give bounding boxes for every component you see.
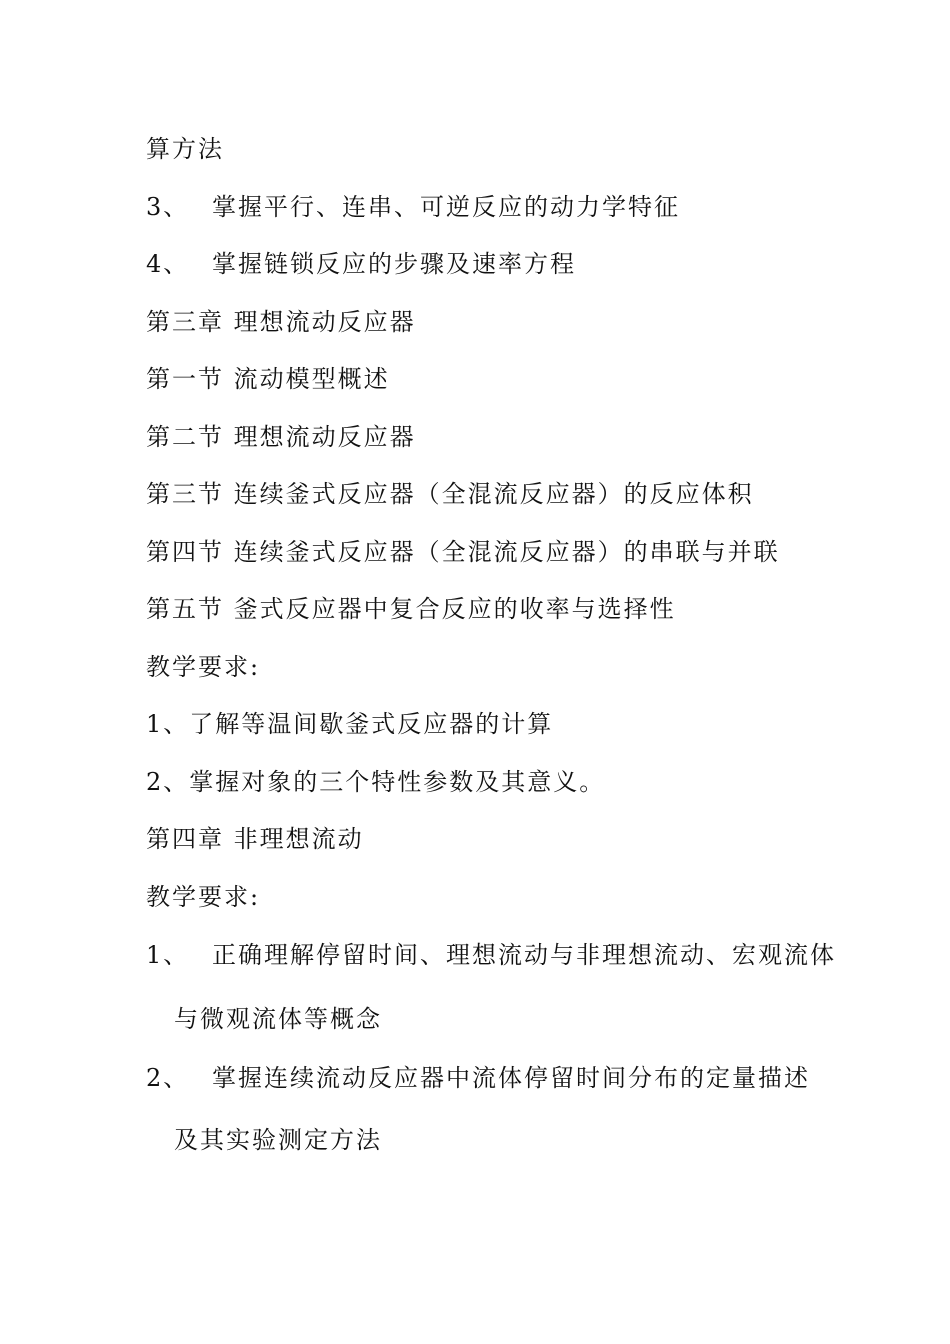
section-heading: 第二节 理想流动反应器 bbox=[146, 423, 416, 451]
list-number: 3、 bbox=[146, 193, 190, 221]
chapter-heading: 第三章 理想流动反应器 bbox=[146, 308, 416, 336]
list-item-continuation: 与微观流体等概念 bbox=[174, 1005, 382, 1033]
chapter-heading: 第四章 非理想流动 bbox=[146, 825, 364, 853]
teaching-requirements-label: 教学要求: bbox=[146, 883, 261, 911]
list-item-text: 正确理解停留时间、理想流动与非理想流动、宏观流体 bbox=[212, 941, 836, 969]
list-number: 2、 bbox=[146, 1064, 190, 1092]
list-number: 1、 bbox=[146, 941, 190, 969]
section-heading: 第五节 釜式反应器中复合反应的收率与选择性 bbox=[146, 595, 676, 623]
list-item: 1、了解等温间歇釜式反应器的计算 bbox=[146, 710, 554, 738]
list-item-text: 掌握连续流动反应器中流体停留时间分布的定量描述 bbox=[212, 1064, 810, 1092]
text-line: 算方法 bbox=[146, 135, 224, 163]
list-item bbox=[146, 940, 836, 970]
list-item bbox=[146, 192, 680, 222]
teaching-requirements-label: 教学要求: bbox=[146, 653, 261, 681]
list-number: 4、 bbox=[146, 250, 190, 278]
section-heading: 第四节 连续釜式反应器（全混流反应器）的串联与并联 bbox=[146, 538, 780, 566]
section-heading: 第一节 流动模型概述 bbox=[146, 365, 390, 393]
list-item: 2、掌握对象的三个特性参数及其意义。 bbox=[146, 768, 606, 796]
list-item-text: 掌握平行、连串、可逆反应的动力学特征 bbox=[212, 193, 680, 221]
list-item-continuation: 及其实验测定方法 bbox=[174, 1126, 382, 1154]
section-heading: 第三节 连续釜式反应器（全混流反应器）的反应体积 bbox=[146, 480, 754, 508]
list-item bbox=[146, 1063, 810, 1093]
list-item bbox=[146, 249, 576, 279]
list-item-text: 掌握链锁反应的步骤及速率方程 bbox=[212, 250, 576, 278]
